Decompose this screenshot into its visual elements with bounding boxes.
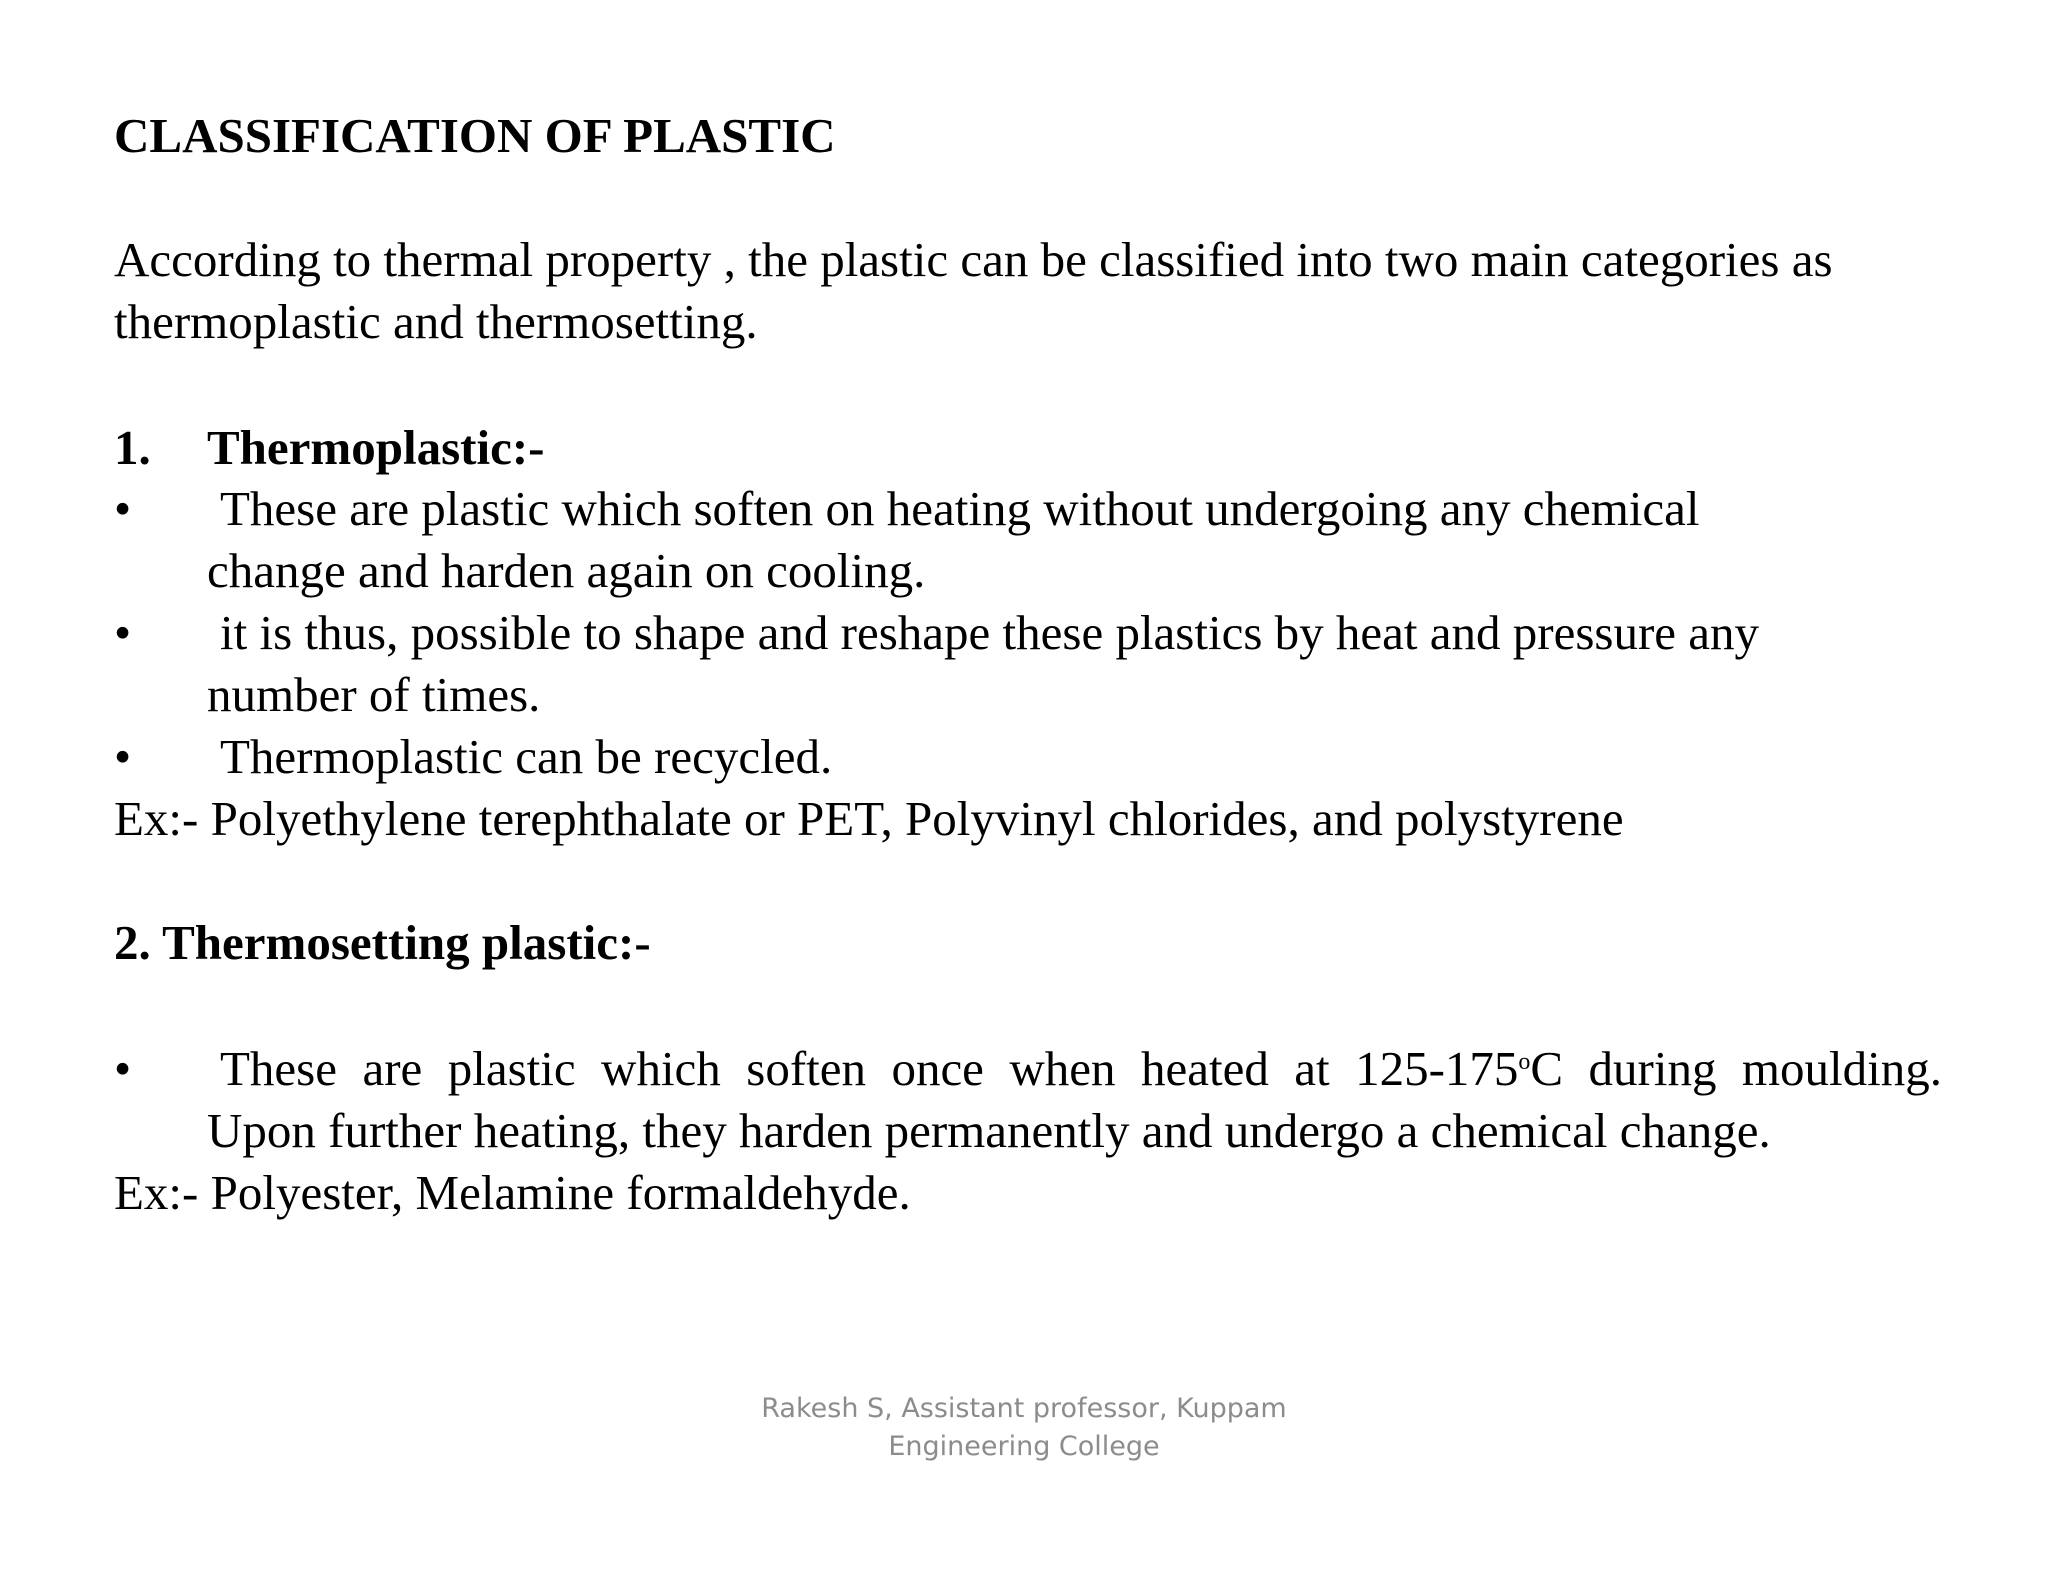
- thermoplastic-bullet-2-line-2: number of times.: [207, 667, 541, 722]
- thermoplastic-bullet-1-line-2: change and harden again on cooling.: [207, 543, 926, 598]
- thermosetting-bullet-line-2: Upon further heating, they harden permanently and undergo a chemical change.: [207, 1103, 1771, 1158]
- thermoplastic-example: Ex:- Polyethylene terephthalate or PET, Polyvinyl chlorides, and polystyrene: [114, 791, 1624, 846]
- bullet-icon: •: [114, 1041, 132, 1096]
- thermosetting-example: Ex:- Polyester, Melamine formaldehyde.: [114, 1165, 911, 1220]
- bullet-icon: •: [114, 605, 132, 660]
- section-1-heading: Thermoplastic:-: [207, 420, 545, 475]
- intro-line-1: According to thermal property , the plastic can be classified into two main categories as: [114, 232, 1833, 287]
- degree-mark: o: [1518, 1049, 1531, 1075]
- section-2-heading: 2. Thermosetting plastic:-: [114, 915, 651, 970]
- slide-title: CLASSIFICATION OF PLASTIC: [114, 108, 836, 163]
- thermoplastic-bullet-1-line-1: These are plastic which soften on heating without undergoing any chemical: [220, 481, 1700, 536]
- bullet-icon: •: [114, 729, 132, 784]
- thermoplastic-bullet-3-line-1: Thermoplastic can be recycled.: [220, 729, 833, 784]
- footer-line-2: Engineering College: [888, 1431, 1160, 1462]
- footer-line-1: Rakesh S, Assistant professor, Kuppam: [761, 1393, 1287, 1424]
- section-1-number: 1.: [114, 420, 151, 475]
- thermosetting-bullet-line-1: These are plastic which soften once when heated at 125-175$^o$C during moulding.: [220, 1041, 1942, 1096]
- intro-line-2: thermoplastic and thermosetting.: [114, 294, 758, 349]
- thermoplastic-bullet-2-line-1: it is thus, possible to shape and reshape these plastics by heat and pressure any: [220, 605, 1760, 660]
- bullet-icon: •: [114, 481, 132, 536]
